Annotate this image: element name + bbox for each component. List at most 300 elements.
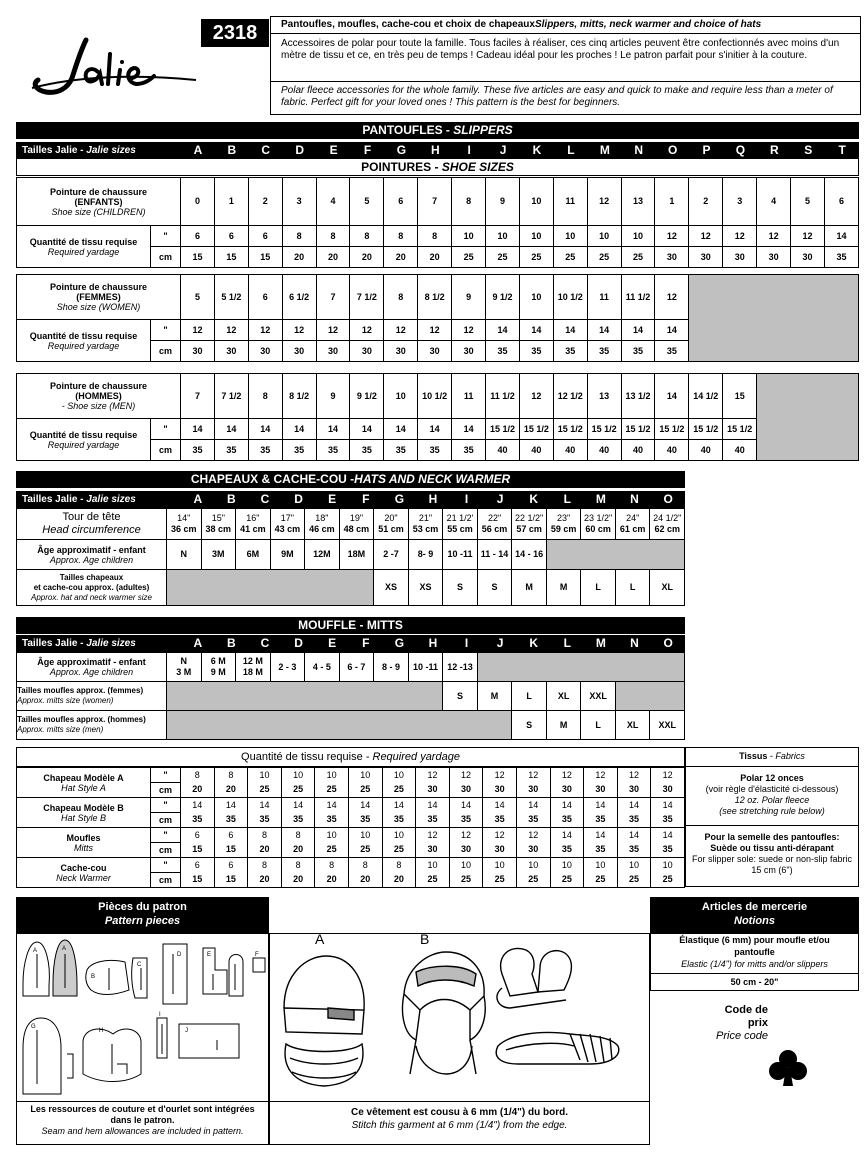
shoe-size-cell: 8 (384, 275, 418, 320)
yardage-cm-cell: 35 (655, 341, 689, 362)
description-en: Polar fleece accessories for the whole family. These five articles are easy and quick to make and require less than a meter of fabric. Perfect gift for your loved ones ! This pattern is the best for beginners. (281, 85, 833, 108)
yardage-cm-cell: 20 (214, 783, 248, 798)
yardage-cm-cell: 25 (416, 873, 450, 888)
shoe-size-cell: 13 1/2 (621, 374, 655, 419)
yardage-cm-cell: 30 (723, 247, 757, 268)
shoe-size-cell: 9 (452, 275, 486, 320)
yardage-inch-cell: 8 (316, 226, 350, 247)
yardage-inch-cell: 14 (248, 798, 282, 813)
yardage-cm-cell: 25 (621, 247, 655, 268)
yardage-inch-cell: 12 (449, 828, 483, 843)
yardage-inch-cell: 10 (348, 828, 382, 843)
yardage-cm-cell: 25 (382, 783, 416, 798)
mitts-age-cell: 12 M 18 M (236, 653, 271, 682)
mitt-right (538, 951, 571, 992)
yardage-inch-cell: 10 (621, 226, 655, 247)
cm-unit: cm (151, 813, 181, 828)
yardage-cm-cell: 40 (723, 440, 757, 461)
notions-elastic-size: 50 cm - 20" (650, 973, 859, 990)
jalie-logo (28, 36, 198, 96)
yardage-inch-cell: 10 (416, 858, 450, 873)
yardage-inch-cell: 12 (214, 320, 248, 341)
club-icon (767, 1048, 809, 1088)
age-cell: 3M (201, 540, 236, 570)
yardage-inch-cell: 15 1/2 (621, 419, 655, 440)
head-circumference-cell: 22" 56 cm (477, 509, 512, 540)
size-letter-t: T (838, 143, 846, 157)
mitts-age-cell: 6 M 9 M (201, 653, 236, 682)
slippers-title: PANTOUFLES - SLIPPERS (16, 122, 859, 139)
yardage-inch-cell: 12 (181, 320, 215, 341)
yardage-inch-cell: 14 (584, 798, 618, 813)
yardage-cm-cell: 25 (315, 843, 349, 858)
shoe-size-cell: 5 (181, 275, 215, 320)
mitts-men-cell: S (512, 711, 547, 740)
yardage-cm-cell: 35 (553, 341, 587, 362)
yardage-inch-cell: 10 (449, 858, 483, 873)
size-letter-b: B (227, 492, 236, 506)
yardage-inch-cell: 12 (791, 226, 825, 247)
yardage-cm-cell: 30 (449, 843, 483, 858)
empty-cell (477, 653, 684, 682)
yardage-cm-cell: 20 (418, 247, 452, 268)
yardage-cm-cell: 30 (655, 247, 689, 268)
head-circumference-cell: 21" 53 cm (408, 509, 443, 540)
size-letter-h: H (430, 143, 440, 157)
yardage-cm-cell: 25 (449, 873, 483, 888)
mitts-men-cell: XXL (650, 711, 685, 740)
yardage-row-label: Chapeau Modèle B Hat Style B (17, 798, 151, 828)
yardage-cm-cell: 25 (348, 843, 382, 858)
size-letter-l: L (563, 492, 571, 506)
slippers-size-letters: Tailles Jalie - Jalie sizes A B C D E F G H I J K L M N O P Q R S T (16, 142, 859, 159)
size-letter-e: E (328, 492, 337, 506)
shoe-size-cell: 11 (553, 178, 587, 226)
mitts-men-cell: M (546, 711, 581, 740)
hats-table (16, 508, 685, 606)
head-circumference-cell: 23" 59 cm (546, 509, 581, 540)
cm-unit: cm (151, 341, 181, 362)
notions-title: Articles de mercerie Notions (650, 897, 859, 933)
head-circumference-cell: 23 1/2" 60 cm (581, 509, 616, 540)
size-letter-h: H (428, 636, 438, 650)
yardage-inch-cell: 8 (384, 226, 418, 247)
yardage-inch-cell: 12 (516, 828, 550, 843)
shoe-size-cell: 9 1/2 (350, 374, 384, 419)
size-letter-m: M (595, 492, 606, 506)
yardage-cm-cell: 35 (418, 440, 452, 461)
yardage-inch-cell: 15 1/2 (553, 419, 587, 440)
yardage-inch-cell: 10 (550, 858, 584, 873)
yardage-inch-cell: 12 (516, 768, 550, 783)
yardage-cm-cell: 35 (416, 813, 450, 828)
head-circumference-cell: 14" 36 cm (167, 509, 202, 540)
pattern-title: Pantoufles, moufles, cache-cou et choix de chapeauxSlippers, mitts, neck warmer and choice of hats (281, 19, 762, 30)
yardage-cm-cell: 30 (617, 783, 651, 798)
yardage-cm-cell: 25 (452, 247, 486, 268)
yardage-inch-cell: 10 (553, 226, 587, 247)
head-circumference-cell: 18" 46 cm (305, 509, 340, 540)
shoe-size-cell: 3 (723, 178, 757, 226)
size-letter-k: K (529, 636, 539, 650)
shoe-size-cell: 12 (655, 275, 689, 320)
yardage-inch-cell: 14 (824, 226, 858, 247)
pattern-pieces-drawing (17, 934, 268, 1102)
shoe-size-cell: 10 1/2 (553, 275, 587, 320)
mitt-left (501, 948, 538, 996)
mitts-age-cell: 12 -13 (443, 653, 478, 682)
mitts-age-cell: 4 - 5 (305, 653, 340, 682)
age-cell: 12M (305, 540, 340, 570)
inch-unit: " (151, 320, 181, 341)
yardage-cm-cell: 25 (486, 247, 520, 268)
yardage-cm-cell: 20 (281, 843, 315, 858)
yardage-inch-cell: 14 (181, 798, 215, 813)
shoe-size-cell: 6 (384, 178, 418, 226)
yardage-cm-cell: 35 (384, 440, 418, 461)
shoe-size-cell: 8 (452, 178, 486, 226)
shoe-size-label: Pointure de chaussure (HOMMES) - Shoe size (MEN) (17, 374, 181, 419)
yardage-cm-cell: 25 (281, 783, 315, 798)
yardage-row-label: Chapeau Modèle A Hat Style A (17, 768, 151, 798)
yardage-inch-cell: 6 (214, 226, 248, 247)
empty-cell (546, 540, 684, 570)
yardage-cm-cell: 35 (214, 440, 248, 461)
yardage-cm-cell: 20 (382, 873, 416, 888)
piece-f-letter: F (255, 952, 259, 958)
size-letter-i: I (464, 636, 469, 650)
yardage-inch-cell: 14 (651, 828, 685, 843)
yardage-cm-cell: 35 (350, 440, 384, 461)
age-cell: 18M (339, 540, 374, 570)
head-circumference-cell: 17" 43 cm (270, 509, 305, 540)
yardage-inch-cell: 6 (248, 226, 282, 247)
shoe-size-cell: 5 (350, 178, 384, 226)
yardage-inch-cell: 12 (452, 320, 486, 341)
yardage-cm-cell: 35 (248, 813, 282, 828)
yardage-cm-cell: 25 (348, 783, 382, 798)
mitts-women-label: Tailles moufles approx. (femmes) Approx. mitts size (women) (17, 682, 167, 711)
yardage-inch-cell: 14 (516, 798, 550, 813)
age-cell: 6M (236, 540, 271, 570)
yardage-inch-cell: 12 (723, 226, 757, 247)
yardage-inch-cell: 10 (382, 768, 416, 783)
head-circumference-cell: 24" 61 cm (615, 509, 650, 540)
yardage-inch-cell: 14 (248, 419, 282, 440)
yardage-inch-cell: 10 (315, 828, 349, 843)
piece-c-letter: C (137, 962, 142, 968)
yardage-inch-cell: 15 1/2 (655, 419, 689, 440)
yardage-inch-cell: 14 (350, 419, 384, 440)
size-letter-n: N (630, 492, 639, 506)
empty-cell (689, 275, 859, 362)
size-letter-b: B (227, 636, 236, 650)
yardage-cm-cell: 30 (483, 783, 517, 798)
pattern-number: 2318 (201, 19, 269, 47)
yardage-inch-cell: 12 (449, 768, 483, 783)
yardage-inch-cell: 15 1/2 (486, 419, 520, 440)
mitts-women-cell: XL (546, 682, 581, 711)
yardage-inch-cell: 10 (486, 226, 520, 247)
size-letter-m: M (595, 636, 606, 650)
yardage-cm-cell: 35 (181, 813, 215, 828)
yardage-inch-cell: 6 (181, 828, 215, 843)
shoe-size-cell: 7 (181, 374, 215, 419)
inch-unit: " (151, 858, 181, 873)
yardage-inch-cell: 15 1/2 (587, 419, 621, 440)
yardage-inch-cell: 12 (550, 768, 584, 783)
shoe-size-cell: 13 (587, 374, 621, 419)
inch-unit: " (151, 419, 181, 440)
size-letter-q: Q (735, 143, 746, 157)
yardage-cm-cell: 20 (316, 247, 350, 268)
yardage-inch-cell: 14 (316, 419, 350, 440)
age-cell: 10 -11 (443, 540, 478, 570)
yardage-inch-cell: 12 (248, 320, 282, 341)
empty-cell (757, 374, 859, 461)
yardage-label: Quantité de tissu requise Required yardage (17, 226, 151, 268)
size-letter-n: N (630, 636, 639, 650)
cm-unit: cm (151, 873, 181, 888)
yardage-inch-cell: 14 (416, 798, 450, 813)
shoe-size-cell: 15 (723, 374, 757, 419)
hat-size-label: Tailles chapeaux et cache-cou approx. (adultes) Approx. hat and neck warmer size (17, 570, 167, 606)
yardage-inch-cell: 10 (519, 226, 553, 247)
size-letter-k: K (529, 492, 539, 506)
size-letter-g: G (394, 492, 405, 506)
yardage-cm-cell: 40 (486, 440, 520, 461)
yardage-inch-cell: 12 (282, 320, 316, 341)
shoe-size-cell: 7 1/2 (214, 374, 248, 419)
hat-size-cell: L (581, 570, 616, 606)
yardage-cm-cell: 25 (617, 873, 651, 888)
shoe-size-cell: 4 (316, 178, 350, 226)
age-cell: N (167, 540, 202, 570)
yardage-cm-cell: 30 (316, 341, 350, 362)
shoe-size-cell: 12 (587, 178, 621, 226)
shoe-size-cell: 10 (519, 178, 553, 226)
yardage-cm-cell: 35 (452, 440, 486, 461)
shoe-size-cell: 2 (248, 178, 282, 226)
piece-g-letter: G (31, 1024, 36, 1030)
yardage-inch-cell: 10 (382, 828, 416, 843)
shoe-size-cell: 6 (248, 275, 282, 320)
yardage-cm-cell: 30 (181, 341, 215, 362)
mitts-men-cell: XL (615, 711, 650, 740)
age-cell: 14 - 16 (512, 540, 547, 570)
age-cell: 9M (270, 540, 305, 570)
yardage-cm-cell: 25 (553, 247, 587, 268)
yardage-cm-cell: 35 (483, 813, 517, 828)
yardage-inch-cell: 8 (350, 226, 384, 247)
size-letter-a: A (193, 492, 203, 506)
yardage-cm-cell: 30 (689, 247, 723, 268)
yardage-cm-cell: 15 (181, 247, 215, 268)
yardage-cm-cell: 25 (651, 873, 685, 888)
mitts-age-label: Âge approximatif - enfant Approx. Age children (17, 653, 167, 682)
mitts-men-cell: L (581, 711, 616, 740)
head-circumference-cell: 24 1/2" 62 cm (650, 509, 685, 540)
yardage-cm-cell: 15 (181, 843, 215, 858)
yardage-cm-cell: 25 (587, 247, 621, 268)
yardage-cm-cell: 30 (214, 341, 248, 362)
size-letter-g: G (394, 636, 405, 650)
cm-unit: cm (151, 440, 181, 461)
yardage-cm-cell: 35 (316, 440, 350, 461)
yardage-inch-cell: 14 (587, 320, 621, 341)
yardage-cm-cell: 20 (281, 873, 315, 888)
piece-b-letter: B (91, 974, 96, 980)
yardage-cm-cell: 35 (282, 440, 316, 461)
yardage-inch-cell: 14 (214, 419, 248, 440)
hats-title: CHAPEAUX & CACHE-COU -HATS AND NECK WARMER (16, 471, 685, 488)
hat-size-cell: XS (408, 570, 443, 606)
size-letter-i: I (464, 492, 469, 506)
shoe-size-cell: 8 1/2 (282, 374, 316, 419)
yardage-cm-cell: 30 (449, 783, 483, 798)
fabrics-title: Tissus - Fabrics (685, 747, 859, 767)
size-letter-h: H (428, 492, 438, 506)
yardage-inch-cell: 14 (621, 320, 655, 341)
yardage-inch-cell: 10 (584, 858, 618, 873)
yardage-inch-cell: 10 (516, 858, 550, 873)
yardage-inch-cell: 14 (584, 828, 618, 843)
yardage-inch-cell: 8 (348, 858, 382, 873)
yardage-cm-cell: 30 (416, 843, 450, 858)
size-letter-g: G (396, 143, 407, 157)
head-circumference-cell: 19" 48 cm (339, 509, 374, 540)
yardage-cm-cell: 40 (553, 440, 587, 461)
mitts-age-cell: 2 - 3 (270, 653, 305, 682)
yardage-cm-cell: 35 (181, 440, 215, 461)
shoe-size-cell: 6 (824, 178, 858, 226)
pieces-title: Pièces du patron Pattern pieces (16, 897, 269, 933)
shoe-size-cell: 10 (384, 374, 418, 419)
yardage-cm-cell: 15 (248, 247, 282, 268)
yardage-inch-cell: 12 (418, 320, 452, 341)
size-letter-k: K (532, 143, 542, 157)
fabrics-sole: Pour la semelle des pantoufles: Suède ou tissu anti-dérapant For slipper sole: suede or non-slip fabric 15 cm (6") (691, 832, 853, 875)
size-letter-a: A (193, 636, 203, 650)
shoe-size-cell: 7 1/2 (350, 275, 384, 320)
hat-size-cell: M (546, 570, 581, 606)
yardage-cm-cell: 20 (348, 873, 382, 888)
inch-unit: " (151, 768, 181, 783)
shoe-size-cell: 8 (248, 374, 282, 419)
size-letter-r: R (770, 143, 779, 157)
piece-j-letter: J (185, 1028, 188, 1034)
piece-e-letter: E (207, 952, 212, 958)
shoe-size-cell: 14 (655, 374, 689, 419)
inch-unit: " (151, 798, 181, 813)
yardage-inch-cell: 12 (655, 226, 689, 247)
yardage-inch-cell: 10 (587, 226, 621, 247)
yardage-inch-cell: 12 (316, 320, 350, 341)
yardage-cm-cell: 35 (382, 813, 416, 828)
yardage-inch-cell: 14 (384, 419, 418, 440)
yardage-cm-cell: 15 (214, 843, 248, 858)
hat-size-cell: XS (374, 570, 409, 606)
size-letter-f: F (362, 492, 370, 506)
shoe-size-cell: 14 1/2 (689, 374, 723, 419)
hat-size-cell: M (512, 570, 547, 606)
yardage-cm-cell: 40 (621, 440, 655, 461)
size-letter-i: I (467, 143, 471, 157)
yardage-cm-cell: 25 (519, 247, 553, 268)
yardage-cm-cell: 40 (587, 440, 621, 461)
yardage-inch-cell: 12 (416, 828, 450, 843)
yardage-cm-cell: 30 (384, 341, 418, 362)
shoe-size-cell: 5 (791, 178, 825, 226)
yardage-inch-cell: 14 (617, 798, 651, 813)
shoe-size-cell: 9 (316, 374, 350, 419)
size-letter-f: F (362, 636, 370, 650)
yardage-cm-cell: 15 (181, 873, 215, 888)
mitts-women-cell: L (512, 682, 547, 711)
shoe-size-cell: 10 (519, 275, 553, 320)
size-letter-n: N (634, 143, 644, 157)
yardage-inch-cell: 8 (281, 828, 315, 843)
yardage-inch-cell: 14 (315, 798, 349, 813)
yardage-cm-cell: 30 (584, 783, 618, 798)
yardage-inch-cell: 14 (281, 798, 315, 813)
yardage-inch-cell: 14 (550, 828, 584, 843)
yardage-cm-cell: 20 (181, 783, 215, 798)
yardage-inch-cell: 14 (214, 798, 248, 813)
head-circumference-cell: 20" 51 cm (374, 509, 409, 540)
yardage-cm-cell: 35 (486, 341, 520, 362)
yardage-table (16, 767, 685, 888)
yardage-cm-cell: 35 (584, 813, 618, 828)
size-letter-d: D (294, 492, 303, 506)
yardage-cm-cell: 25 (584, 873, 618, 888)
yardage-cm-cell: 30 (416, 783, 450, 798)
yardage-cm-cell: 30 (483, 843, 517, 858)
yardage-inch-cell: 6 (214, 858, 248, 873)
yardage-cm-cell: 30 (757, 247, 791, 268)
yardage-inch-cell: 12 (350, 320, 384, 341)
empty-cell (167, 570, 374, 606)
size-letter-f: F (363, 143, 372, 157)
yardage-cm-cell: 30 (651, 783, 685, 798)
yardage-inch-cell: 12 (757, 226, 791, 247)
yardage-inch-cell: 14 (348, 798, 382, 813)
yardage-cm-cell: 30 (282, 341, 316, 362)
yardage-inch-cell: 15 1/2 (689, 419, 723, 440)
shoe-size-cell: 8 1/2 (418, 275, 452, 320)
size-letter-e: E (329, 143, 338, 157)
yardage-cm-cell: 40 (655, 440, 689, 461)
yardage-cm-cell: 25 (315, 783, 349, 798)
yardage-cm-cell: 30 (516, 843, 550, 858)
size-letter-j: J (496, 636, 504, 650)
yardage-cm-cell: 30 (248, 341, 282, 362)
garment-views-drawing (270, 934, 649, 1102)
size-letter-d: D (294, 636, 303, 650)
shoe-size-cell: 0 (181, 178, 215, 226)
size-letter-c: C (260, 636, 270, 650)
yardage-inch-cell: 12 (617, 768, 651, 783)
fabrics-polar: Polar 12 onces (voir règle d'élasticité ci-dessous) 12 oz. Polar fleece (see stretching rule below) (705, 773, 839, 816)
yardage-cm-cell: 35 (315, 813, 349, 828)
shoe-size-cell: 11 1/2 (621, 275, 655, 320)
size-letter-c: C (261, 143, 271, 157)
yardage-inch-cell: 14 (483, 798, 517, 813)
size-letter-c: C (260, 492, 270, 506)
head-circumference-cell: 16" 41 cm (236, 509, 271, 540)
shoe-size-cell: 12 (519, 374, 553, 419)
yardage-inch-cell: 8 (248, 858, 282, 873)
